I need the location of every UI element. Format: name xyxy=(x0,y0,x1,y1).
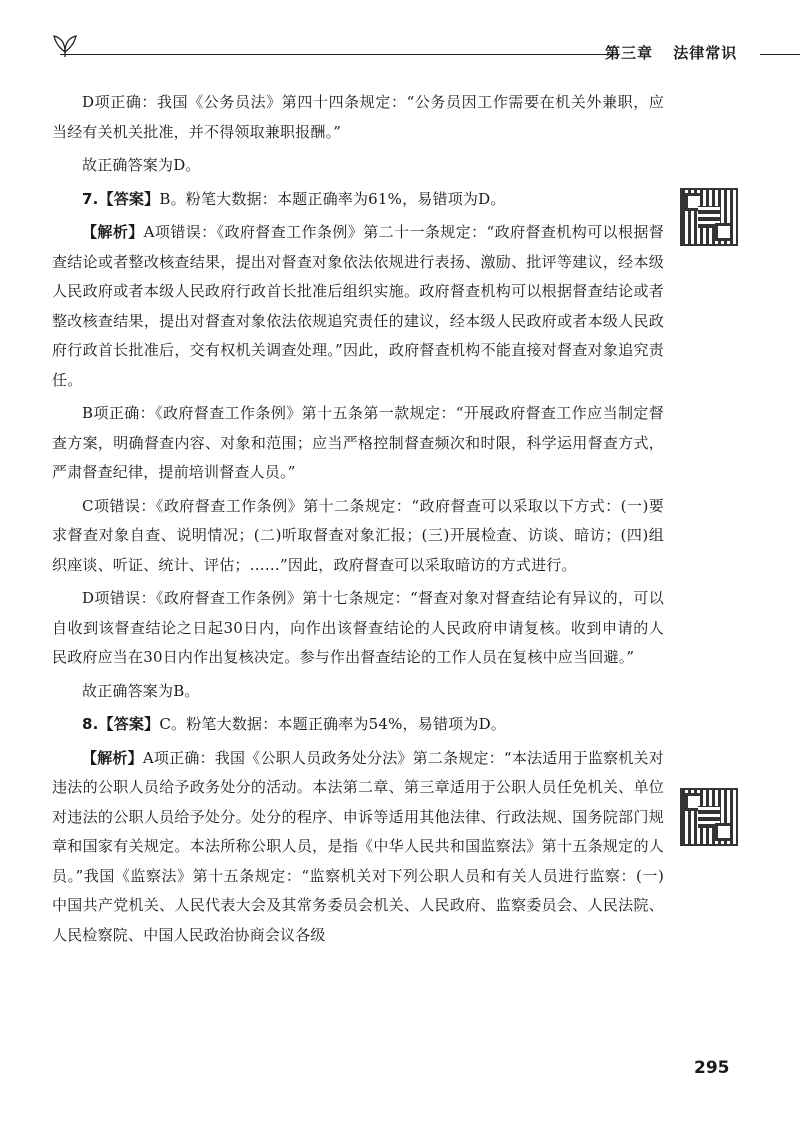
header-rule-left xyxy=(60,54,620,55)
paragraph: 故正确答案为D。 xyxy=(82,156,201,174)
analysis-paragraph: 【解析】A项正确：我国《公职人员政务处分法》第二条规定：“本法适用于监察机关对违法的公职人员给予政务处分的活动。本法第二章、第三章适用于公职人员任免机关、单位对违法的公职人员给予处分。处分的程序、申诉等适用其他法律、行政法规、国务院部门规章和国家有关规定。本法所称公职人员，是指《中华人民共和国监察法》第十五条规定的人员。”我国《监察法》第十五条规定：“监察机关对下列公职人员和有关人员进行监察：(一)中国共产党机关、人民代表大会及其常务委员会机关、人民政府、监察委员会、人民法院、人民检察院、中国人民政治协商会议各级 xyxy=(52,748,664,944)
body-text xyxy=(52,88,664,950)
paragraph: 故正确答案为B。 xyxy=(82,681,200,700)
qr-code-icon[interactable] xyxy=(680,188,738,246)
page-number: 295 xyxy=(694,1058,730,1078)
paragraph: D项错误：《政府督查工作条例》第十七条规定：“督查对象对督查结论有异议的，可以自收到该督查结论之日起30日内，向作出该督查结论的人民政府申请复核。收到申请的人民政府应当在30日内作出复核决定。参与作出督查结论的工作人员在复核中应当回避。” xyxy=(52,589,664,666)
paragraph: D项正确：我国《公务员法》第四十四条规定：“公务员因工作需要在机关外兼职，应当经有关机关批准，并不得领取兼职报酬。” xyxy=(52,93,664,141)
answer-line: 8.【答案】C。粉笔大数据：本题正确率为54%，易错项为D。 xyxy=(82,715,506,733)
analysis-paragraph: 【解析】A项错误：《政府督查工作条例》第二十一条规定：“政府督查机构可以根据督查结论或者整改核查结果，提出对督查对象依法依规进行表扬、激励、批评等建议，经本级人民政府或者本级人民政府行政首长批准后组织实施。政府督查机构可以根据督查结论或者整改核查结果，提出对督查对象依法依规追究责任的建议，经本级人民政府或者本级人民政府行政首长批准后，交有权机关调查处理。”因此，政府督查机构不能直接对督查对象追究责任。 xyxy=(52,223,664,389)
paragraph: B项正确：《政府督查工作条例》第十五条第一款规定：“开展政府督查工作应当制定督查方案，明确督查内容、对象和范围；应当严格控制督查频次和时限，科学运用督查方式，严肃督查纪律，提前培训督查人员。” xyxy=(52,404,664,481)
chapter-label: 第三章 xyxy=(605,44,654,62)
answer-line: 7.【答案】B。粉笔大数据：本题正确率为61%，易错项为D。 xyxy=(82,189,506,208)
paragraph: C项错误：《政府督查工作条例》第十二条规定：“政府督查可以采取以下方式：(一)要求督查对象自查、说明情况；(二)听取督查对象汇报；(三)开展检查、访谈、暗访；(四)组织座谈、听证、统计、评估；……”因此，政府督查可以采取暗访的方式进行。 xyxy=(52,496,664,574)
running-head xyxy=(605,42,751,63)
page-header xyxy=(40,28,800,68)
qr-code-icon[interactable] xyxy=(680,788,738,846)
header-rule-right xyxy=(760,54,800,55)
chapter-title: 法律常识 xyxy=(673,44,738,62)
